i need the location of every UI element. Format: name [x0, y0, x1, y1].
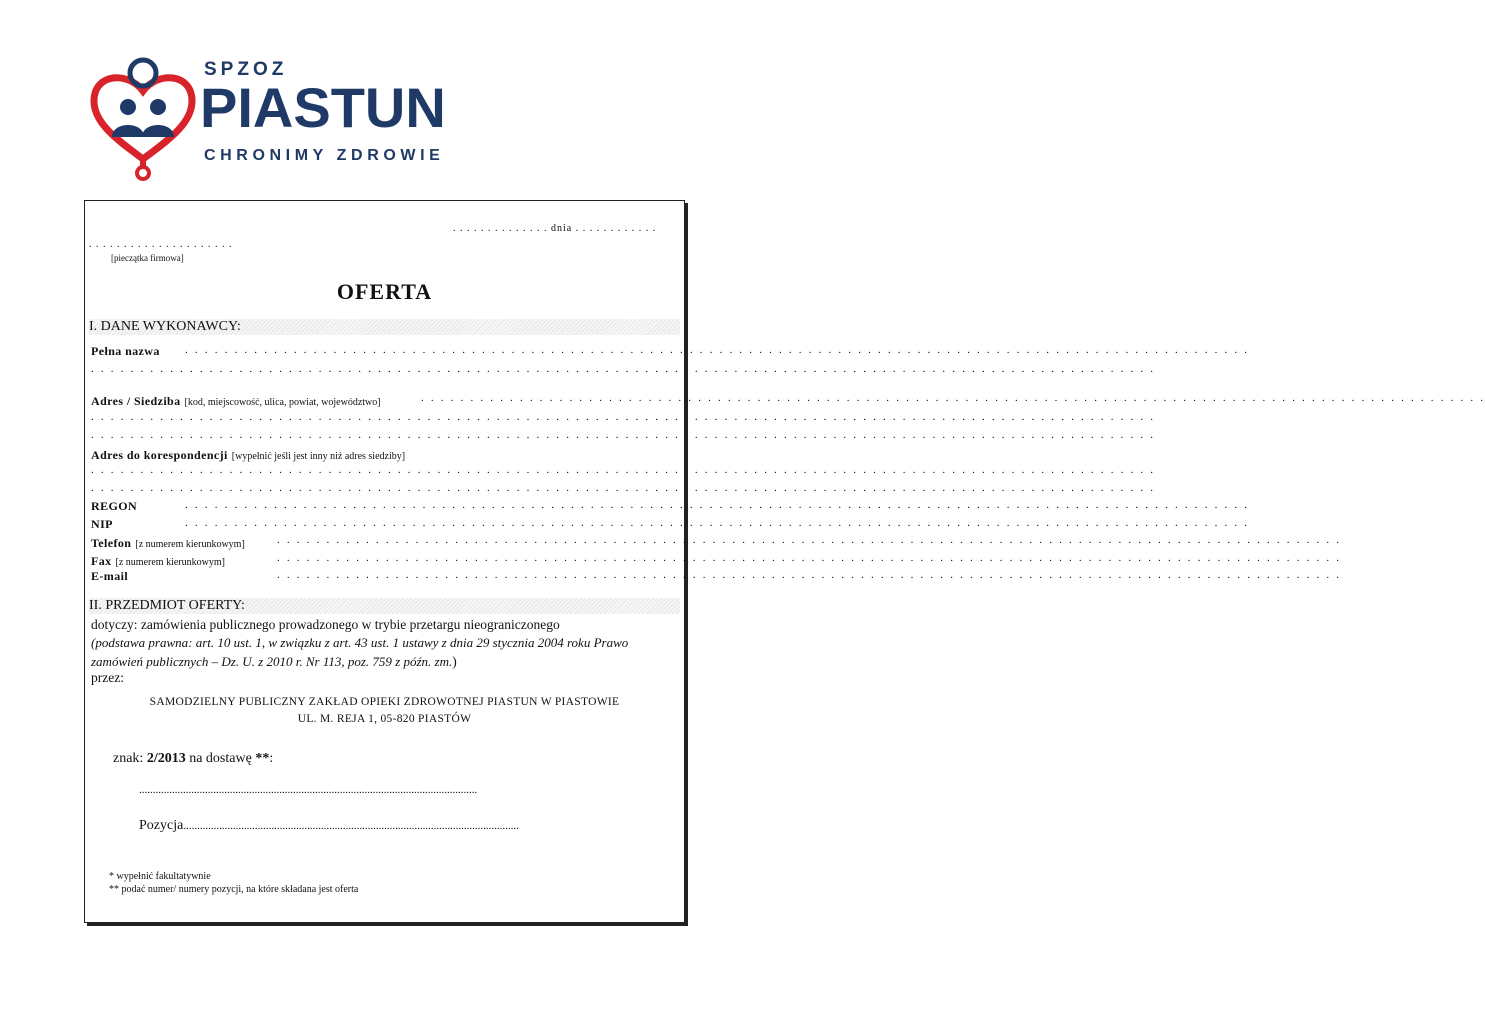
- logo-spzoz-text: SPZOZ: [204, 59, 288, 80]
- subject-line-3-end: ): [452, 654, 457, 669]
- nip-label: NIP: [91, 517, 113, 531]
- address-row: [91, 392, 381, 410]
- institution-address: UL. M. REJA 1, 05-820 PIASTÓW: [297, 713, 472, 725]
- footnote-2: ** podać numer/ numery pozycji, na które składana jest oferta: [109, 884, 359, 895]
- correspondence-field[interactable]: . . . . . . . . . . . . . . . . . . . . . . . . . . . . . . . . . . . . . . . . . . . . . . . . . . . . . . . . . . . . . . . . . . . . . . . . . . . . . . . . . . . . . . . . . . . . . . . . . . . . . . . . . . . .: [91, 464, 1156, 476]
- section-2-heading: [89, 598, 680, 614]
- position-label: Pozycja: [139, 818, 184, 833]
- tender-sign-prefix: znak:: [113, 751, 144, 766]
- stamp-dots[interactable]: . . . . . . . . . . . . . . . . . . . . .: [89, 239, 233, 250]
- correspondence-label: Adres do korespondencji: [91, 448, 228, 462]
- subject-line-3: [91, 653, 457, 671]
- address-hint: [kod, miejscowość, ulica, powiat, województwo]: [184, 397, 381, 408]
- tender-sign-row: [113, 751, 273, 767]
- subject-line-1: dotyczy: zamówienia publicznego prowadzonego w trybie przetargu nieograniczonego: [91, 617, 560, 632]
- tender-sign-mark: **: [255, 751, 270, 766]
- offer-form-frame: [84, 200, 1485, 923]
- subject-line-3-italic: zamówień publicznych – Dz. U. z 2010 r. Nr 113, poz. 759 z późn. zm.: [91, 654, 453, 669]
- fax-hint: [z numerem kierunkowym]: [115, 557, 225, 568]
- logo-piastun-text: PIASTUN: [200, 76, 446, 139]
- correspondence-row: [91, 446, 405, 464]
- logo-slogan-text: CHRONIMY ZDROWIE: [204, 147, 445, 164]
- fax-label: Fax: [91, 554, 112, 568]
- section-1-heading-text: I. DANE WYKONAWCY:: [89, 319, 241, 334]
- nip-field[interactable]: . . . . . . . . . . . . . . . . . . . . . . . . . . . . . . . . . . . . . . . . . . . . . . . . . . . . . . . . . . . . . . . . . . . . . . . . . . . . . . . . . . . . . . . . . . . . . . . . . . . . . . . . . . . .: [185, 517, 1250, 529]
- subject-by-label: przez:: [91, 670, 124, 685]
- full-name-field-line2[interactable]: . . . . . . . . . . . . . . . . . . . . . . . . . . . . . . . . . . . . . . . . . . . . . . . . . . . . . . . . . . . . . . . . . . . . . . . . . . . . . . . . . . . . . . . . . . . . . . . . . . . . . . . . . . . .: [91, 363, 1156, 375]
- correspondence-hint: [wypełnić jeśli jest inny niż adres siedziby]: [231, 451, 406, 462]
- phone-hint: [z numerem kierunkowym]: [135, 539, 245, 550]
- regon-label: REGON: [91, 499, 138, 513]
- email-label: E-mail: [91, 569, 129, 583]
- piastun-heart-logo-icon: [88, 55, 198, 185]
- address-field-line2[interactable]: . . . . . . . . . . . . . . . . . . . . . . . . . . . . . . . . . . . . . . . . . . . . . . . . . . . . . . . . . . . . . . . . . . . . . . . . . . . . . . . . . . . . . . . . . . . . . . . . . . . . . . . . . . . .: [91, 411, 1156, 423]
- phone-row: [91, 534, 245, 552]
- subject-line-2: (podstawa prawna: art. 10 ust. 1, w związku z art. 43 ust. 1 ustawy z dnia 29 stycznia 2004 roku Prawo: [91, 635, 629, 650]
- institution-name: SAMODZIELNY PUBLICZNY ZAKŁAD OPIEKI ZDROWOTNEJ PIASTUN W PIASTOWIE: [149, 696, 620, 708]
- section-1-heading: [89, 319, 680, 335]
- full-name-field[interactable]: . . . . . . . . . . . . . . . . . . . . . . . . . . . . . . . . . . . . . . . . . . . . . . . . . . . . . . . . . . . . . . . . . . . . . . . . . . . . . . . . . . . . . . . . . . . . . . . . . . . . . . . . . . . .: [185, 344, 1250, 356]
- tender-sign-colon: :: [269, 751, 274, 766]
- page-title: OFERTA: [336, 279, 433, 304]
- full-name-label: Pełna nazwa: [91, 344, 160, 358]
- correspondence-field-line2[interactable]: . . . . . . . . . . . . . . . . . . . . . . . . . . . . . . . . . . . . . . . . . . . . . . . . . . . . . . . . . . . . . . . . . . . . . . . . . . . . . . . . . . . . . . . . . . . . . . . . . . . . . . . . . . . .: [91, 482, 1156, 494]
- fax-field[interactable]: . . . . . . . . . . . . . . . . . . . . . . . . . . . . . . . . . . . . . . . . . . . . . . . . . . . . . . . . . . . . . . . . . . . . . . . . . . . . . . . . . . . . . . . . . . . . . . . . . . . . . . . . . . . .: [277, 552, 1342, 564]
- delivery-dots-field[interactable]: ...........................................................................................................................: [139, 784, 478, 796]
- address-field-line3[interactable]: . . . . . . . . . . . . . . . . . . . . . . . . . . . . . . . . . . . . . . . . . . . . . . . . . . . . . . . . . . . . . . . . . . . . . . . . . . . . . . . . . . . . . . . . . . . . . . . . . . . . . . . . . . . .: [91, 429, 1156, 441]
- phone-label: Telefon: [91, 536, 132, 550]
- footnote-1: * wypełnić fakultatywnie: [109, 871, 211, 882]
- tender-sign-value: 2/2013: [146, 751, 186, 766]
- section-2-heading-text: II. PRZEDMIOT OFERTY:: [89, 598, 245, 613]
- stamp-label: [pieczątka firmowa]: [111, 253, 184, 263]
- logo: [88, 55, 458, 185]
- date-line[interactable]: . . . . . . . . . . . . . . dnia . . . . . . . . . . . .: [453, 223, 657, 234]
- position-field[interactable]: ..........................................................................................................................: [183, 820, 519, 832]
- position-row: [139, 818, 623, 834]
- email-field[interactable]: . . . . . . . . . . . . . . . . . . . . . . . . . . . . . . . . . . . . . . . . . . . . . . . . . . . . . . . . . . . . . . . . . . . . . . . . . . . . . . . . . . . . . . . . . . . . . . . . . . . . . . . . . . . .: [277, 569, 1342, 581]
- regon-field[interactable]: . . . . . . . . . . . . . . . . . . . . . . . . . . . . . . . . . . . . . . . . . . . . . . . . . . . . . . . . . . . . . . . . . . . . . . . . . . . . . . . . . . . . . . . . . . . . . . . . . . . . . . . . . . . .: [185, 499, 1250, 511]
- phone-field[interactable]: . . . . . . . . . . . . . . . . . . . . . . . . . . . . . . . . . . . . . . . . . . . . . . . . . . . . . . . . . . . . . . . . . . . . . . . . . . . . . . . . . . . . . . . . . . . . . . . . . . . . . . . . . . . .: [277, 534, 1342, 546]
- address-label: Adres / Siedziba: [91, 394, 181, 408]
- address-field[interactable]: . . . . . . . . . . . . . . . . . . . . . . . . . . . . . . . . . . . . . . . . . . . . . . . . . . . . . . . . . . . . . . . . . . . . . . . . . . . . . . . . . . . . . . . . . . . . . . . . . . . . . . . . . . . .: [421, 392, 1485, 404]
- fax-row: [91, 552, 225, 570]
- tender-sign-suffix: na dostawę: [189, 751, 252, 766]
